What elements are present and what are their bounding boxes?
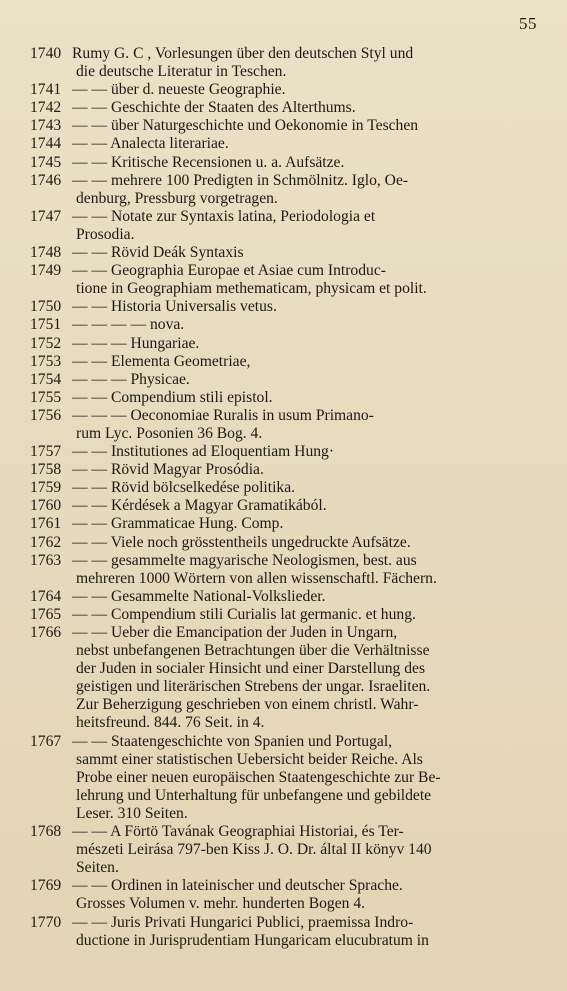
- bibliography-entry: [22, 99, 545, 117]
- entry-text: — — Viele noch grösstentheils ungedruckte Aufsätze.: [72, 533, 411, 551]
- entry-continuation: sammt einer statistischen Uebersicht beider Reiche. Als: [76, 750, 423, 768]
- entry-text: — — Institutiones ad Eloquentiam Hung·: [72, 443, 335, 461]
- bibliography-entry: [22, 117, 545, 135]
- entry-text: — — Kritische Recensionen u. a. Aufsätze.: [72, 153, 345, 171]
- bibliography-entry: [22, 208, 545, 244]
- bibliography-entry: [22, 316, 545, 334]
- entry-number: 1767: [30, 732, 62, 750]
- entry-continuation: der Juden in socialer Hinsicht und einer Darstellung des: [76, 660, 426, 678]
- entry-text: — — Rövid Magyar Prosódia.: [72, 461, 264, 479]
- entry-number: 1745: [30, 153, 62, 171]
- bibliography-entry: [22, 353, 545, 371]
- entry-continuation: Seiten.: [76, 859, 119, 877]
- entry-number: 1748: [30, 244, 62, 262]
- entry-text: — — Juris Privati Hungarici Publici, praemissa Indro-: [72, 913, 414, 931]
- entry-continuation: die deutsche Literatur in Teschen.: [76, 63, 287, 81]
- bibliography-entry: [22, 534, 545, 552]
- entry-continuation: rum Lyc. Posonien 36 Bog. 4.: [76, 424, 263, 442]
- entry-number: 1764: [30, 587, 62, 605]
- bibliography-entry: [22, 407, 545, 443]
- entry-text: Rumy G. C , Vorlesungen über den deutschen Styl und: [72, 45, 414, 62]
- entry-number: 1759: [30, 479, 62, 497]
- entry-continuation: Probe einer neuen europäischen Staatengeschichte zur Be-: [76, 768, 441, 786]
- bibliography-entry: [22, 154, 545, 172]
- entry-number: 1766: [30, 624, 62, 641]
- entry-number: 1751: [30, 316, 62, 334]
- entry-number: 1758: [30, 461, 62, 479]
- entry-text: — — gesammelte magyarische Neologismen, best. aus: [72, 551, 417, 569]
- entry-text: — — Kérdések a Magyar Gramatikából.: [72, 497, 327, 515]
- bibliography-entry: [22, 515, 545, 533]
- entry-number: 1757: [30, 443, 62, 461]
- entry-text: — — Grammaticae Hung. Comp.: [72, 515, 284, 533]
- bibliography-entry: [22, 914, 545, 950]
- entry-text: — — A Förtö Tavának Geographiai Historiai, és Ter-: [72, 823, 404, 841]
- entry-text: — — Compendium stili Curialis lat germanic. et hung.: [72, 605, 416, 623]
- bibliography-entry: [22, 262, 545, 298]
- bibliography-list: [22, 45, 545, 950]
- entry-number: 1755: [30, 388, 62, 406]
- entry-continuation: mehreren 1000 Wörtern von allen wissenschaftl. Fächern.: [76, 569, 437, 587]
- bibliography-entry: [22, 244, 545, 262]
- entry-number: 1753: [30, 352, 62, 370]
- bibliography-entry: [22, 371, 545, 389]
- page-number: 55: [519, 14, 537, 33]
- entry-text: — — Historia Universalis vetus.: [72, 298, 277, 316]
- entry-text: — — Analecta literariae.: [72, 135, 229, 153]
- entry-number: 1761: [30, 515, 62, 533]
- entry-continuation: heitsfreund. 844. 76 Seit. in 4.: [76, 714, 265, 732]
- entry-number: 1750: [30, 298, 62, 316]
- entry-text: — — — — nova.: [72, 316, 185, 334]
- entry-continuation: ductione in Jurisprudentiam Hungaricam elucubratum in: [76, 931, 429, 949]
- entry-continuation: Grosses Volumen v. mehr. hunderten Bogen 4.: [76, 895, 366, 913]
- entry-number: 1769: [30, 877, 62, 895]
- bibliography-entry: [22, 335, 545, 353]
- entry-text: — — Staatengeschichte von Spanien und Portugal,: [72, 732, 393, 750]
- bibliography-entry: [22, 81, 545, 99]
- entry-number: 1747: [30, 207, 62, 225]
- entry-text: — — Elementa Geometriae,: [72, 352, 251, 370]
- entry-number: 1768: [30, 823, 62, 841]
- bibliography-entry: [22, 45, 545, 81]
- bibliography-entry: [22, 552, 545, 588]
- entry-text: — — Rövid Deák Syntaxis: [72, 244, 244, 262]
- entry-number: 1740: [30, 45, 62, 62]
- bibliography-entry: [22, 877, 545, 913]
- entry-continuation: Zur Beherzigung geschrieben von einem christl. Wahr-: [76, 696, 419, 714]
- bibliography-entry: [22, 135, 545, 153]
- entry-number: 1752: [30, 334, 62, 352]
- entry-number: 1749: [30, 262, 62, 280]
- entry-text: — — über Naturgeschichte und Oekonomie in Teschen: [72, 117, 419, 135]
- bibliography-entry: [22, 733, 545, 823]
- bibliography-entry: [22, 479, 545, 497]
- bibliography-entry: [22, 588, 545, 606]
- bibliography-entry: [22, 172, 545, 208]
- bibliography-entry: [22, 497, 545, 515]
- bibliography-entry: [22, 461, 545, 479]
- entry-number: 1760: [30, 497, 62, 515]
- bibliography-entry: [22, 389, 545, 407]
- entry-number: 1754: [30, 370, 62, 388]
- entry-continuation: mészeti Leirása 797-ben Kiss J. O. Dr. által II könyv 140: [76, 841, 432, 859]
- bibliography-entry: [22, 443, 545, 461]
- entry-text: — — — Hungariae.: [72, 334, 200, 352]
- entry-text: — — Compendium stili epistol.: [72, 388, 273, 406]
- entry-text: — — Ueber die Emancipation der Juden in Ungarn,: [72, 624, 398, 641]
- bibliography-entry: [22, 823, 545, 877]
- entry-text: — — Rövid bölcselkedése politika.: [72, 479, 296, 497]
- entry-text: — — Geographia Europae et Asiae cum Introduc-: [72, 262, 386, 280]
- entry-number: 1743: [30, 117, 62, 135]
- entry-number: 1744: [30, 135, 62, 153]
- entry-continuation: denburg, Pressburg vorgetragen.: [76, 189, 278, 207]
- entry-number: 1742: [30, 99, 62, 117]
- entry-continuation: lehrung und Unterhaltung für unbefangene und gebildete: [76, 786, 432, 804]
- entry-number: 1756: [30, 406, 62, 424]
- entry-number: 1770: [30, 913, 62, 931]
- entry-text: — — Notate zur Syntaxis latina, Periodologia et: [72, 207, 376, 225]
- bibliography-entry: [22, 606, 545, 624]
- entry-continuation: geistigen und literärischen Strebens der ungar. Israeliten.: [76, 678, 431, 696]
- entry-text: — — mehrere 100 Predigten in Schmölnitz. Iglo, Oe-: [72, 171, 409, 189]
- entry-text: — — Ordinen in lateinischer und deutscher Sprache.: [72, 877, 403, 895]
- bibliography-entry: [22, 298, 545, 316]
- entry-continuation: Prosodia.: [76, 225, 135, 243]
- entry-number: 1741: [30, 81, 62, 99]
- entry-text: — — Geschichte der Staaten des Alterthums.: [72, 99, 356, 117]
- entry-continuation: nebst unbefangenen Betrachtungen über die Verhältnisse: [76, 642, 430, 660]
- entry-continuation: tione in Geographiam methematicam, physicam et polit.: [76, 280, 427, 298]
- entry-number: 1746: [30, 171, 62, 189]
- entry-text: — — — Oeconomiae Ruralis in usum Primano-: [72, 406, 374, 424]
- entry-text: — — Gesammelte National-Volkslieder.: [72, 587, 326, 605]
- entry-number: 1765: [30, 605, 62, 623]
- entry-continuation: Leser. 310 Seiten.: [76, 804, 188, 822]
- entry-text: — — — Physicae.: [72, 370, 190, 388]
- bibliography-entry: [22, 624, 545, 733]
- entry-number: 1762: [30, 533, 62, 551]
- entry-number: 1763: [30, 551, 62, 569]
- entry-text: — — über d. neueste Geographie.: [72, 81, 286, 99]
